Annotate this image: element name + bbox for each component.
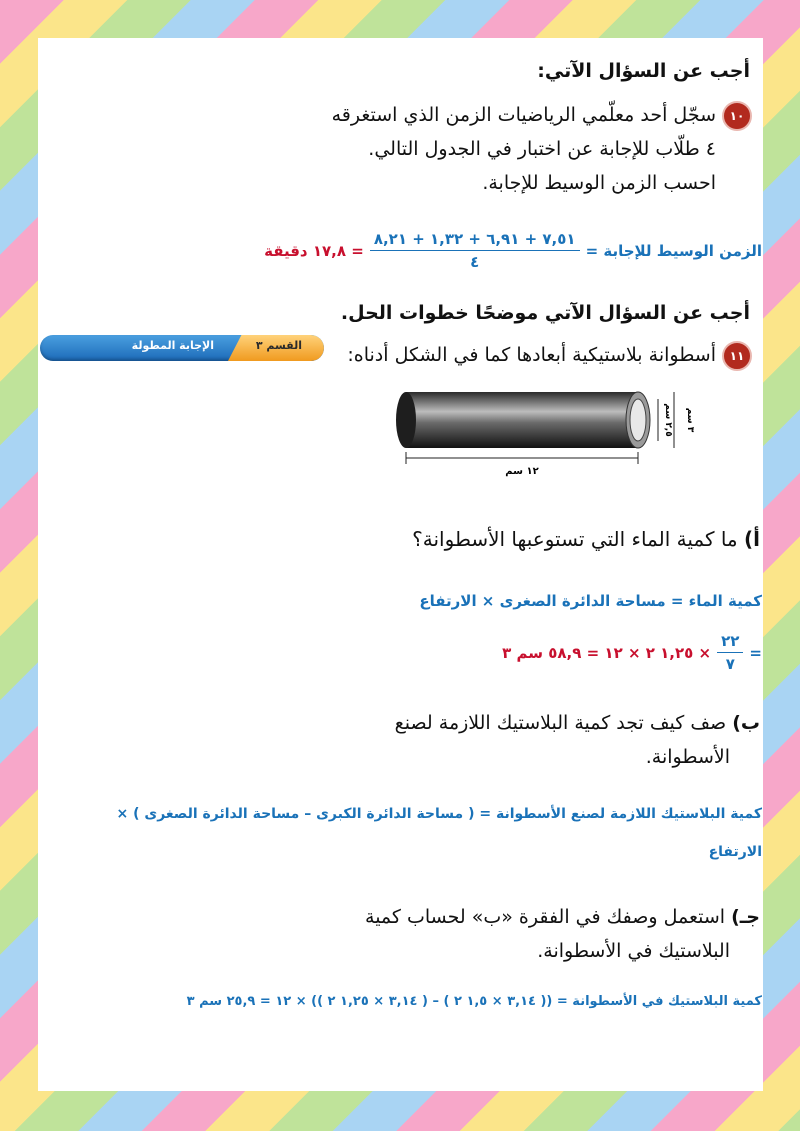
part-c-question-line1: [365, 900, 760, 934]
part-c-answer-text: كمية البلاستيك في الأسطوانة = (( ٣,١٤ × ١,٥ ٢ ) – ( ٣,١٤ × ١,٢٥ ٢ )) × ١٢ = ٢٥,٩ سم ٣: [186, 994, 762, 1009]
part-a-question: [412, 522, 760, 556]
part-a-question-text: ما كمية الماء التي تستوعبها الأسطوانة؟: [412, 527, 738, 551]
cylinder-inner-rim: [630, 399, 646, 441]
question-11-text: أسطوانة بلاستيكية أبعادها كما في الشكل أدناه:: [347, 344, 716, 366]
part-b-answer-line1: كمية البلاستيك اللازمة لصنع الأسطوانة = ( مساحة الدائرة الكبرى – مساحة الدائرة الصغرى ) ×: [116, 806, 762, 822]
section-badge-part: القسم ٣: [255, 339, 302, 352]
part-c-line1-text: استعمل وصفك في الفقرة «ب» لحساب كمية: [365, 906, 726, 928]
part-a-result: × ١,٢٥ ٢ × ١٢ = ٥٨,٩ سم ٣: [502, 643, 712, 662]
length-label: ١٢ سم: [505, 466, 539, 477]
question-10-line3: احسب الزمن الوسيط للإجابة.: [482, 172, 716, 194]
part-b-answer-line2: الارتفاع: [708, 844, 762, 860]
part-b-line1-text: صف كيف تجد كمية البلاستيك اللازمة لصنع: [394, 712, 727, 734]
section-badge: [40, 335, 324, 361]
question-11-badge: ١١: [722, 341, 752, 371]
part-a-formula: كمية الماء = مساحة الدائرة الصغرى × الارتفاع: [419, 592, 762, 610]
section2-heading: أجب عن السؤال الآتي موضحًا خطوات الحل.: [340, 302, 750, 324]
part-b-question-line2: الأسطوانة.: [645, 746, 730, 768]
median-answer: [264, 230, 762, 271]
median-result: = ١٧,٨ دقيقة: [264, 241, 364, 260]
pi-numerator: ٢٢: [717, 632, 743, 653]
cylinder-body: [406, 392, 638, 448]
part-a-equals: =: [749, 643, 762, 662]
section-badge-title: الإجابة المطولة: [131, 339, 214, 352]
median-label: الزمن الوسيط للإجابة =: [585, 241, 762, 260]
question-10-badge: ١٠: [722, 101, 752, 131]
section1-heading: أجب عن السؤال الآتي:: [537, 60, 750, 82]
part-c-question-line2: البلاستيك في الأسطوانة.: [537, 940, 730, 962]
question-10-line1: سجّل أحد معلّمي الرياضيات الزمن الذي استغرقه: [331, 104, 716, 126]
question-10-line2: ٤ طلّاب للإجابة عن اختبار في الجدول التالي.: [368, 138, 716, 160]
pi-denominator: ٧: [725, 655, 735, 673]
median-denominator: ٤: [470, 253, 480, 271]
inner-diameter-label: ٢,٥ سم: [663, 403, 673, 437]
median-fraction: [370, 230, 580, 271]
part-b-question-line1: [395, 706, 760, 740]
part-a-calculation: [502, 632, 762, 673]
part-b-letter: ب): [732, 712, 760, 734]
part-a-letter: أ): [744, 527, 760, 551]
median-numerator: ٧,٥١ + ٦,٩١ + ١,٣٢ + ٨,٢١: [370, 230, 580, 251]
outer-diameter-label: ٣ سم: [685, 407, 695, 433]
part-c-answer: [187, 994, 762, 1009]
cylinder-back-end: [396, 392, 416, 448]
cylinder-figure: [390, 386, 700, 478]
pi-fraction: [717, 632, 743, 673]
part-c-letter: جـ): [731, 906, 760, 928]
